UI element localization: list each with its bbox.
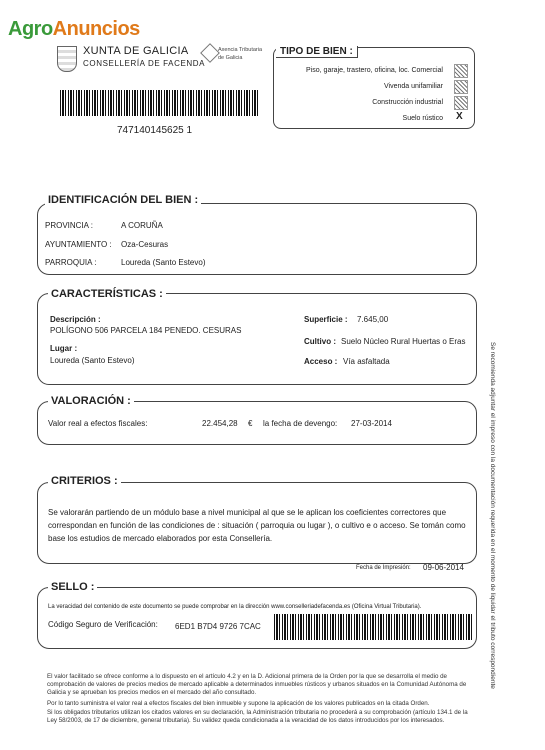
document-barcode <box>60 90 260 116</box>
barcode-number: 747140145625 1 <box>117 125 193 136</box>
identificacion-box <box>37 203 477 275</box>
superficie-value: 7.645,00 <box>357 315 389 324</box>
descripcion-value: POLÍGONO 506 PARCELA 184 PENEDO. CESURAS <box>50 326 242 335</box>
org-department: CONSELLERÍA DE FACENDA <box>83 59 206 68</box>
lugar-value: Loureda (Santo Estevo) <box>50 356 135 365</box>
checkbox-icon <box>454 64 468 78</box>
ayuntamiento-value: Oza-Cesuras <box>121 240 169 249</box>
caracteristicas-title: CARACTERÍSTICAS : <box>48 288 166 300</box>
currency-symbol: € <box>248 419 253 428</box>
verification-barcode <box>274 614 474 640</box>
criterios-text: Se valorarán partiendo de un módulo base a nivel municipal al que se le aplican los coeficientes correctores que correspondan en función de las condiciones de : situación ( parroquia ou lugar ), o cultivo e o acceso. Se tomán como base los estudios de mercado elaborados por esta Consellería. <box>48 508 466 543</box>
fecha-devengo-value: 27-03-2014 <box>351 419 392 428</box>
parroquia-value: Loureda (Santo Estevo) <box>121 258 206 267</box>
cultivo-label: Cultivo : <box>304 337 336 346</box>
fecha-impresion-label: Fecha de Impresión: <box>356 565 411 571</box>
coat-of-arms-icon <box>57 46 77 72</box>
valor-label: Valor real a efectos fiscales: <box>48 419 148 428</box>
criterios-title: CRITERIOS : <box>48 475 121 487</box>
site-logo: AgroAnuncios <box>8 18 140 40</box>
footer-para-2: Por lo tanto suministra el valor real a efectos fiscales del bien inmueble y supone la aplicación de los valores publicados en la citada Orden. <box>47 700 430 707</box>
fecha-devengo-label: la fecha de devengo: <box>263 419 338 428</box>
agency-name-line2: de Galicia <box>218 55 243 61</box>
acceso-label: Acceso : <box>304 357 338 366</box>
superficie-label: Superficie : <box>304 315 348 324</box>
agency-name: Axencia Tributaria <box>218 47 263 53</box>
identificacion-title: IDENTIFICACIÓN DEL BIEN : <box>45 194 201 206</box>
descripcion-label: Descripción : <box>50 315 101 324</box>
sello-title: SELLO : <box>48 581 97 593</box>
lugar-label: Lugar : <box>50 344 78 353</box>
fecha-impresion-value: 09-06-2014 <box>423 563 464 572</box>
tipo-item: Piso, garaje, trastero, oficina, loc. Comercial <box>306 67 443 74</box>
checkbox-icon <box>454 96 468 110</box>
selected-mark: X <box>456 111 463 122</box>
footer-para-1: El valor facilitado se ofrece conforme a lo dispuesto en el artículo 4.2 y en la D. Adicional primera de la Orden por la que se desarrolla el medio de comprobación de valores de precios medios de mercado aplicable a determinados inmuebles rústicos y urbanos situados en la Comunidad Autónoma de Galicia y se aprueban los precios medios en el mercado del año consultado. <box>47 673 467 696</box>
ayuntamiento-label: AYUNTAMIENTO : <box>45 240 112 249</box>
tipo-bien-title: TIPO DE BIEN : <box>276 46 358 58</box>
codigo-value: 6ED1 B7D4 9726 7CAC <box>175 622 261 631</box>
valoracion-title: VALORACIÓN : <box>48 395 134 407</box>
valor-value: 22.454,28 <box>202 419 238 428</box>
codigo-label: Código Seguro de Verificación: <box>48 620 158 629</box>
acceso-value: Vía asfaltada <box>343 357 390 366</box>
provincia-value: A CORUÑA <box>121 221 163 230</box>
veracidad-text: La veracidad del contenido de este documento se puede comprobar en la dirección www.conselleriadefacenda.es (Oficina Virtual Tributaria). <box>48 604 422 610</box>
cultivo-value: Suelo Núcleo Rural Huertas o Eras <box>341 337 466 346</box>
tipo-item: Suelo rústico <box>402 115 443 122</box>
parroquia-label: PARROQUIA : <box>45 258 97 267</box>
side-note: Se recomienda adjuntar el impreso con la documentación requerida en el momento de liquidar el tributo correspondiente <box>489 342 496 689</box>
provincia-label: PROVINCIA : <box>45 221 94 230</box>
footer-para-3: Si los obligados tributarios utilizan los citados valores en su declaración, la Administración tributaria no procederá a su comprobación (artículo 134.1 de la Ley 58/2003, de 17 de diciembre, general tributaria). Su validez queda condicionada a la veracidad de los datos introducidos por los interesados. <box>47 709 468 724</box>
tipo-item: Vivenda unifamiliar <box>383 83 443 90</box>
org-name: XUNTA DE GALICIA <box>83 45 189 57</box>
tipo-item: Construcción industrial <box>372 99 443 106</box>
checkbox-icon <box>454 80 468 94</box>
